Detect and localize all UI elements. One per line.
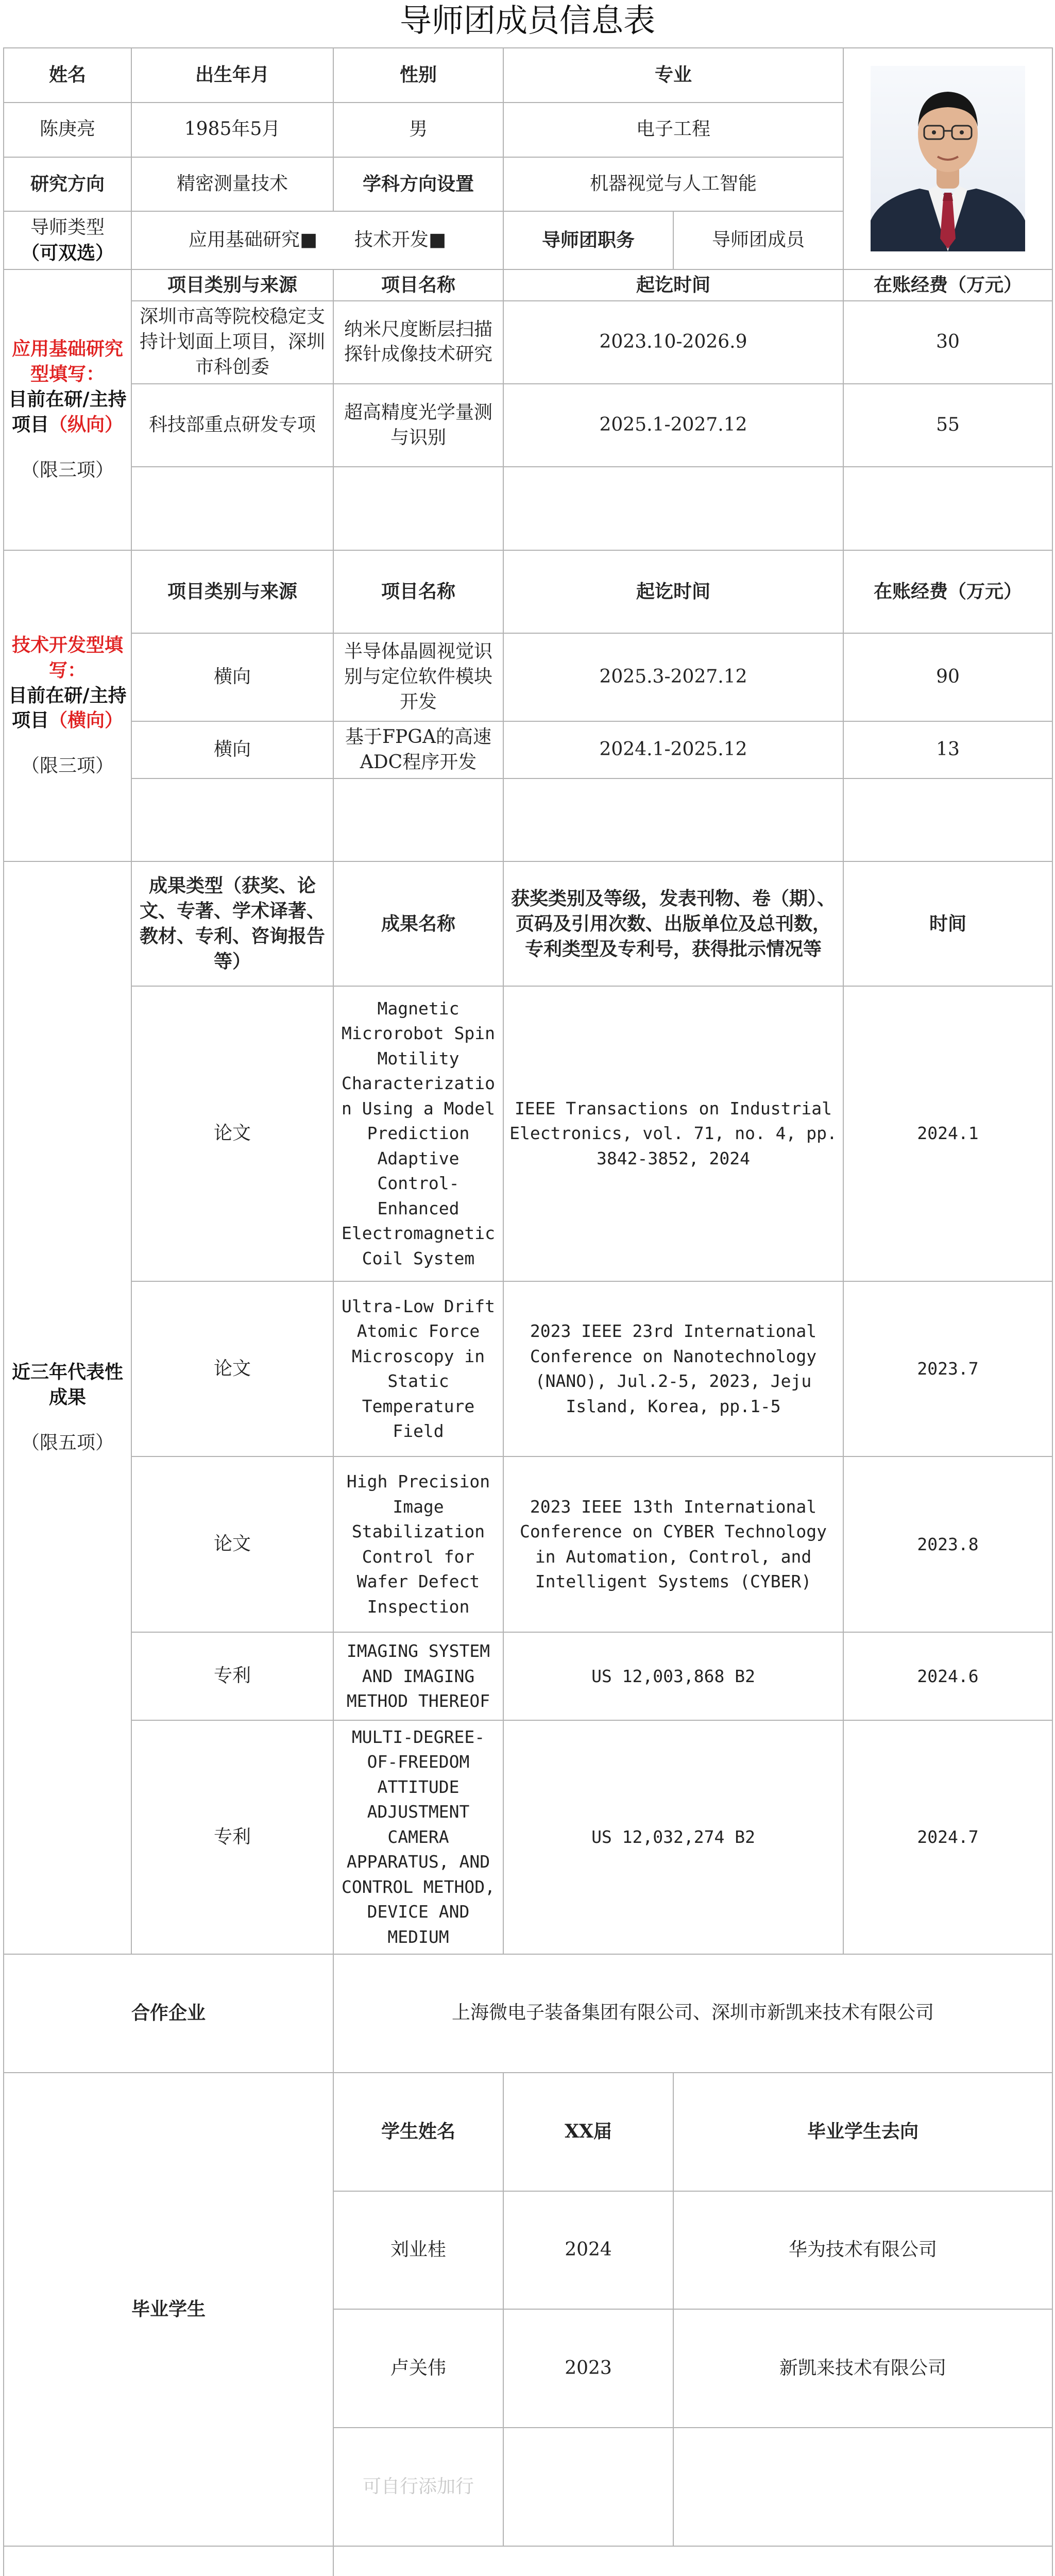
table-row	[4, 384, 1052, 467]
graduate-name: 刘业桂	[333, 2191, 503, 2310]
role-label: 导师团职务	[503, 211, 673, 269]
achievement-time: 2023.7	[843, 1281, 1052, 1457]
achievement-name: Ultra-Low Drift Atomic Force Microscopy in Static Temperature Field	[333, 1281, 503, 1457]
tech-sidebar-horizontal: （横向）	[49, 709, 124, 732]
achievement-name: Magnetic Microrobot Spin Motility Characterization Using a Model Prediction Adaptive Control-Enhanced Electromagnetic Coil System	[333, 986, 503, 1281]
achievements-header-detail: 获奖类别及等级，发表刊物、卷（期）、页码及引用次数、出版单位及总刊数，专利类型及专利号，获得批示情况等	[503, 861, 843, 986]
partners-value: 上海微电子装备集团有限公司、深圳市新凯来技术有限公司	[333, 1954, 1052, 2073]
tech-period: 2025.3-2027.12	[503, 633, 843, 721]
achievement-detail: US 12,032,274 B2	[503, 1720, 843, 1954]
tech-header-name: 项目名称	[333, 550, 503, 633]
achievements-header-row	[4, 861, 1052, 986]
tech-name: 半导体晶圆视觉识别与定位软件模块开发	[333, 633, 503, 721]
tech-funds: 13	[843, 721, 1052, 778]
partners-label: 合作企业	[4, 1954, 333, 2073]
applied-sidebar-title: 应用基础研究型填写：	[11, 338, 123, 385]
applied-header-period: 起讫时间	[503, 269, 843, 300]
empty-cell	[503, 2428, 673, 2546]
table-row	[4, 1281, 1052, 1457]
mentor-type-label-line1: 导师类型	[30, 216, 105, 238]
mentor-type-label-line2: （可双选）	[21, 242, 114, 264]
tech-source: 横向	[131, 633, 333, 721]
applied-sidebar-subtitle	[7, 387, 128, 437]
graduate-destination: 新凯来技术有限公司	[673, 2309, 1052, 2428]
birth-value: 1985年5月	[131, 103, 333, 157]
tech-sidebar-limit: （限三项）	[21, 755, 114, 777]
graduates-label: 毕业学生	[4, 2073, 333, 2546]
portrait-image	[871, 66, 1025, 251]
graduate-year: 2024	[503, 2191, 673, 2310]
empty-cell	[843, 467, 1052, 550]
achievement-type: 论文	[131, 986, 333, 1281]
gender-value: 男	[333, 103, 503, 157]
achievement-time: 2024.6	[843, 1632, 1052, 1720]
tech-sidebar-current: 目前在研/主持项目	[8, 684, 127, 732]
applied-sidebar-vertical: （纵向）	[49, 413, 124, 435]
achievement-detail: IEEE Transactions on Industrial Electronics, vol. 71, no. 4, pp. 3842-3852, 2024	[503, 986, 843, 1281]
achievements-header-name: 成果名称	[333, 861, 503, 986]
tech-header-source: 项目类别与来源	[131, 550, 333, 633]
applied-header-row	[4, 269, 1052, 300]
tech-header-row	[4, 550, 1052, 633]
tech-name: 基于FPGA的高速ADC程序开发	[333, 721, 503, 778]
recruit-value	[333, 2546, 1052, 2576]
achievement-type: 论文	[131, 1456, 333, 1632]
empty-cell	[843, 778, 1052, 861]
applied-source: 深圳市高等院校稳定支持计划面上项目，深圳市科创委	[131, 301, 333, 384]
table-row	[4, 721, 1052, 778]
tech-empty-row	[4, 778, 1052, 861]
achievement-name: IMAGING SYSTEM AND IMAGING METHOD THEREOF	[333, 1632, 503, 1720]
partners-row	[4, 1954, 1052, 2073]
applied-sidebar-limit: （限三项）	[21, 459, 114, 481]
table-row	[4, 301, 1052, 384]
achievement-time: 2023.8	[843, 1456, 1052, 1632]
mentor-type-label	[4, 211, 131, 269]
empty-cell	[333, 778, 503, 861]
tech-period: 2024.1-2025.12	[503, 721, 843, 778]
name-value: 陈庚亮	[4, 103, 131, 157]
applied-source: 科技部重点研发专项	[131, 384, 333, 467]
discipline-label: 学科方向设置	[333, 157, 503, 212]
applied-funds: 30	[843, 301, 1052, 384]
graduates-header-destination: 毕业学生去向	[673, 2073, 1052, 2191]
mentor-type-value: 应用基础研究■ 技术开发■	[131, 211, 503, 269]
discipline-value: 机器视觉与人工智能	[503, 157, 843, 212]
recruit-row	[4, 2546, 1052, 2576]
applied-sidebar	[4, 269, 131, 550]
document-title: 导师团成员信息表	[399, 2, 655, 39]
achievement-name: High Precision Image Stabilization Control for Wafer Defect Inspection	[333, 1456, 503, 1632]
tech-header-funds: 在账经费（万元）	[843, 550, 1052, 633]
applied-funds: 55	[843, 384, 1052, 467]
birth-label: 出生年月	[131, 48, 333, 103]
major-label: 专业	[503, 48, 843, 103]
applied-name: 超高精度光学量测与识别	[333, 384, 503, 467]
achievement-type: 论文	[131, 1281, 333, 1457]
tech-funds: 90	[843, 633, 1052, 721]
empty-cell	[503, 778, 843, 861]
empty-cell	[673, 2428, 1052, 2546]
empty-cell	[131, 778, 333, 861]
achievements-sidebar-limit: （限五项）	[21, 1432, 114, 1454]
achievements-header-time: 时间	[843, 861, 1052, 986]
add-row-placeholder[interactable]: 可自行添加行	[333, 2428, 503, 2546]
tech-source: 横向	[131, 721, 333, 778]
applied-sidebar-current: 目前在研/主持项目	[8, 388, 127, 435]
table-row	[4, 633, 1052, 721]
tech-sidebar-subtitle	[7, 683, 128, 734]
tech-sidebar-title: 技术开发型填写：	[11, 634, 123, 681]
recruit-label	[4, 2546, 333, 2576]
tech-sidebar	[4, 550, 131, 862]
applied-period: 2025.1-2027.12	[503, 384, 843, 467]
tech-header-period: 起讫时间	[503, 550, 843, 633]
portrait-photo	[843, 48, 1052, 269]
graduate-name: 卢关伟	[333, 2309, 503, 2428]
empty-cell	[333, 467, 503, 550]
table-row	[4, 1632, 1052, 1720]
graduate-year: 2023	[503, 2309, 673, 2428]
achievement-time: 2024.1	[843, 986, 1052, 1281]
applied-name: 纳米尺度断层扫描探针成像技术研究	[333, 301, 503, 384]
achievement-type: 专利	[131, 1720, 333, 1954]
achievement-type: 专利	[131, 1632, 333, 1720]
achievement-name: MULTI-DEGREE-OF-FREEDOM ATTITUDE ADJUSTMENT CAMERA APPARATUS, AND CONTROL METHOD, DEVICE AND MEDIUM	[333, 1720, 503, 1954]
graduates-header-year: XX届	[503, 2073, 673, 2191]
research-value: 精密测量技术	[131, 157, 333, 212]
applied-header-name: 项目名称	[333, 269, 503, 300]
graduates-header-row	[4, 2073, 1052, 2191]
achievement-detail: US 12,003,868 B2	[503, 1632, 843, 1720]
applied-empty-row	[4, 467, 1052, 550]
gender-label: 性别	[333, 48, 503, 103]
basic-header-row	[4, 48, 1052, 103]
table-row	[4, 1456, 1052, 1632]
empty-cell	[131, 467, 333, 550]
achievements-sidebar	[4, 861, 131, 1954]
graduate-destination: 华为技术有限公司	[673, 2191, 1052, 2310]
applied-period: 2023.10-2026.9	[503, 301, 843, 384]
role-value: 导师团成员	[673, 211, 843, 269]
applied-header-source: 项目类别与来源	[131, 269, 333, 300]
empty-cell	[503, 467, 843, 550]
applied-header-funds: 在账经费（万元）	[843, 269, 1052, 300]
achievement-time: 2024.7	[843, 1720, 1052, 1954]
achievements-sidebar-title: 近三年代表性成果	[11, 1361, 123, 1409]
mentor-info-table	[3, 47, 1053, 2576]
table-row	[4, 1720, 1052, 1954]
name-label: 姓名	[4, 48, 131, 103]
achievement-detail: 2023 IEEE 13th International Conference on CYBER Technology in Automation, Control, and Intelligent Systems (CYBER)	[503, 1456, 843, 1632]
achievement-detail: 2023 IEEE 23rd International Conference on Nanotechnology (NANO), Jul.2-5, 2023, Jeju Island, Korea, pp.1-5	[503, 1281, 843, 1457]
graduates-header-name: 学生姓名	[333, 2073, 503, 2191]
achievements-header-type: 成果类型（获奖、论文、专著、学术译著、教材、专利、咨询报告等）	[131, 861, 333, 986]
table-row	[4, 986, 1052, 1281]
major-value: 电子工程	[503, 103, 843, 157]
research-label: 研究方向	[4, 157, 131, 212]
